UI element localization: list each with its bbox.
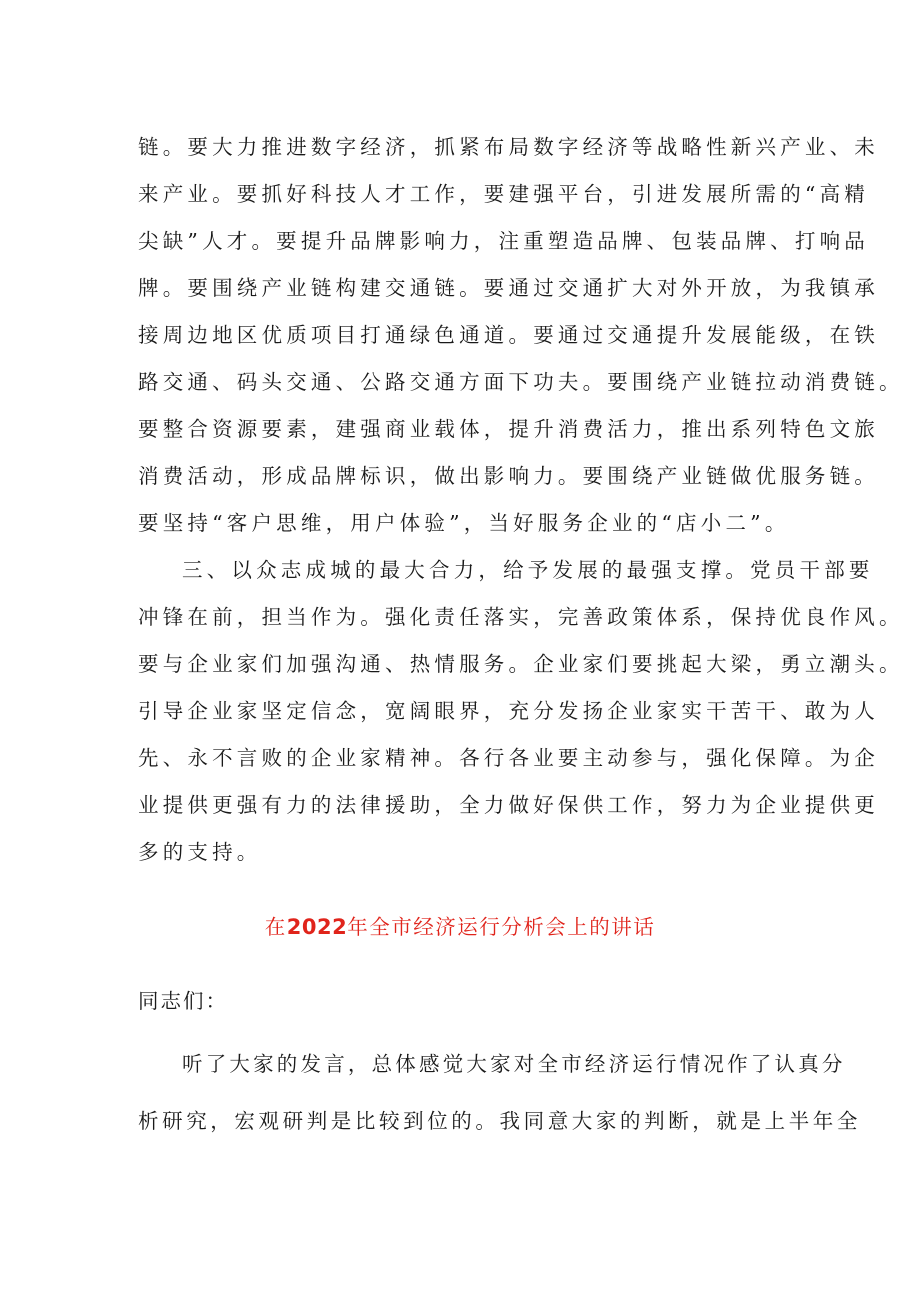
text-line: 多的支持。 <box>138 840 262 864</box>
text-line: 业提供更强有力的法律援助，全力做好保供工作，努力为企业提供更 <box>138 793 879 817</box>
text-line: 要与企业家们加强沟通、热情服务。企业家们要挑起大梁，勇立潮头。 <box>138 652 904 676</box>
document-title <box>0 913 920 941</box>
text-line: 冲锋在前，担当作为。强化责任落实，完善政策体系，保持优良作风。 <box>138 605 904 629</box>
text-line: 析研究，宏观研判是比较到位的。我同意大家的判断，就是上半年全 <box>138 1109 861 1133</box>
text-line: 消费活动，形成品牌标识，做出影响力。要围绕产业链做优服务链。 <box>138 464 879 488</box>
text-line: 引导企业家坚定信念，宽阔眼界，充分发扬企业家实干苦干、敢为人 <box>138 699 879 723</box>
text-line: 先、永不言败的企业家精神。各行各业要主动参与，强化保障。为企 <box>138 746 879 770</box>
text-line: 来产业。要抓好科技人才工作，要建强平台，引进发展所需的“高精 <box>138 182 869 206</box>
text-line: 听了大家的发言，总体感觉大家对全市经济运行情况作了认真分 <box>182 1052 846 1076</box>
text-line: 链。要大力推进数字经济，抓紧布局数字经济等战略性新兴产业、未 <box>138 135 879 159</box>
text-line: 牌。要围绕产业链构建交通链。要通过交通扩大对外开放，为我镇承 <box>138 276 879 300</box>
text-line: 要坚持“客户思维，用户体验”，当好服务企业的“店小二”。 <box>138 511 790 535</box>
title-suffix: 年全市经济运行分析会上的讲话 <box>347 915 656 939</box>
title-prefix: 在 <box>264 915 287 939</box>
text-line: 三、以众志成城的最大合力，给予发展的最强支撑。党员干部要 <box>182 558 874 582</box>
salutation: 同志们： <box>138 989 228 1013</box>
text-line: 要整合资源要素，建强商业载体，提升消费活力，推出系列特色文旅 <box>138 417 879 441</box>
text-line: 接周边地区优质项目打通绿色通道。要通过交通提升发展能级，在铁 <box>138 323 879 347</box>
text-line: 尖缺”人才。要提升品牌影响力，注重塑造品牌、包装品牌、打响品 <box>138 229 869 253</box>
text-line: 路交通、码头交通、公路交通方面下功夫。要围绕产业链拉动消费链。 <box>138 370 904 394</box>
title-year: 2022 <box>286 915 348 939</box>
